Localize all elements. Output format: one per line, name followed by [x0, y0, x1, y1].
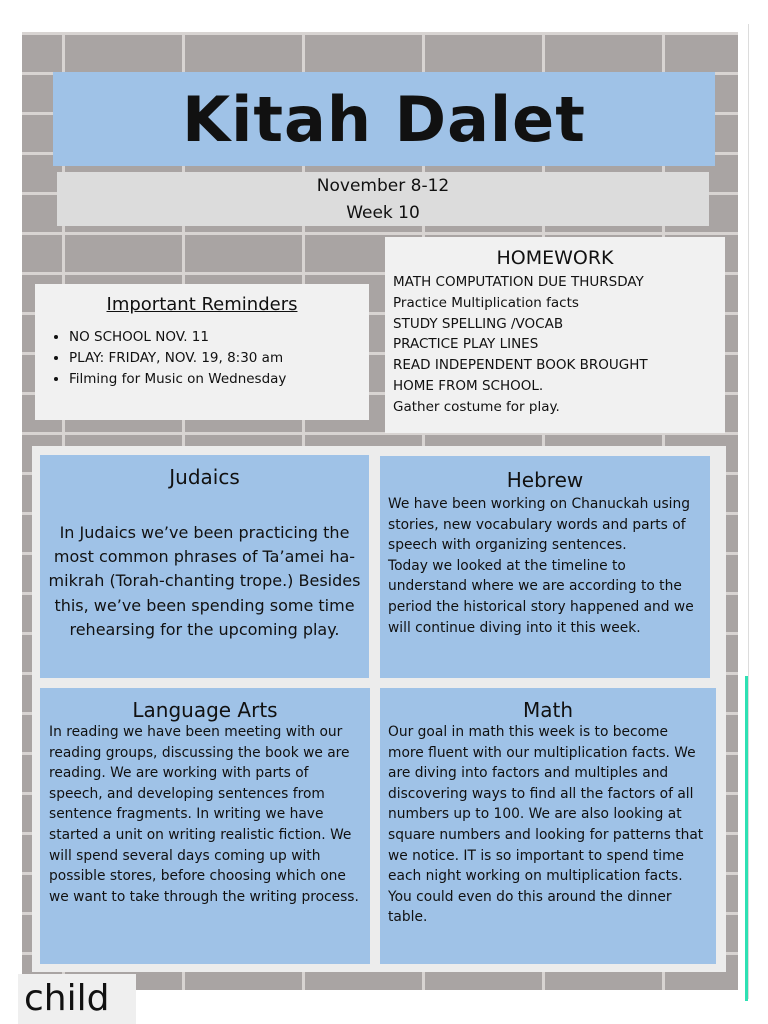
judaics-heading: Judaics — [169, 465, 240, 489]
date-range: November 8-12 — [316, 176, 450, 196]
reminders-list — [35, 327, 369, 390]
language-arts-heading: Language Arts — [132, 698, 278, 722]
homework-line: PRACTICE PLAY LINES — [393, 336, 539, 353]
reminder-item: • NO SCHOOL NOV. 11 — [69, 327, 369, 348]
homework-line: Practice Multiplication facts — [393, 294, 579, 311]
judaics-text: In Judaics we’ve been practicing the most common phrases of Ta’amei ha-mikrah (Torah-chanting trope.) Besides this, we’ve been spending some time rehearsing for the upcoming play. — [48, 523, 361, 639]
footer-text: child — [24, 978, 110, 1019]
math-panel — [380, 688, 716, 964]
scroll-indicator[interactable] — [745, 676, 748, 1001]
judaics-panel — [40, 455, 369, 678]
page-edge-divider — [748, 24, 749, 999]
math-text: Our goal in math this week is to become more fluent with our multiplication facts. We are diving into factors and multiples and discovering ways to find all the factors of all numbers up to 100. We are also looking at square numbers and looking for patterns that we notice. IT is so important to spend time each night working on multiplication facts. You could even do this around the dinner table. — [388, 724, 704, 926]
language-arts-panel — [40, 688, 370, 964]
reminder-item: • PLAY: FRIDAY, NOV. 19, 8:30 am — [69, 348, 369, 369]
language-arts-text: In reading we have been meeting with our reading groups, discussing the book we are reading. We are working with parts of speech, and developing sentences from sentence fragments. In writing we have started a unit on writing realistic fiction. We will spend several days coming up with possible stores, before choosing which one we want to take through the writing process. — [49, 724, 359, 905]
hebrew-heading: Hebrew — [506, 468, 584, 492]
reminders-heading: Important Reminders — [106, 294, 298, 315]
reminders-box — [35, 284, 369, 420]
hebrew-panel — [380, 456, 710, 678]
date-banner — [57, 172, 709, 226]
page-title: Kitah Dalet — [182, 82, 586, 156]
homework-line: HOME FROM SCHOOL. — [393, 377, 544, 394]
homework-box — [385, 237, 725, 433]
homework-line: STUDY SPELLING /VOCAB — [393, 315, 564, 332]
footer-tab[interactable] — [18, 974, 136, 1024]
title-banner — [53, 72, 715, 166]
homework-line: READ INDEPENDENT BOOK BROUGHT — [393, 357, 648, 374]
hebrew-text: We have been working on Chanuckah using stories, new vocabulary words and parts of speech with organizing sentences. Today we looked at the timeline to understand where we are according to the period the historical story happened and we will continue diving into it this week. — [388, 496, 694, 636]
reminder-item: • Filming for Music on Wednesday — [69, 369, 369, 390]
homework-line: MATH COMPUTATION DUE THURSDAY — [393, 274, 644, 290]
week-label: Week 10 — [346, 203, 420, 223]
homework-heading: HOMEWORK — [496, 247, 614, 269]
math-heading: Math — [522, 698, 574, 722]
homework-line: Gather costume for play. — [393, 398, 560, 415]
